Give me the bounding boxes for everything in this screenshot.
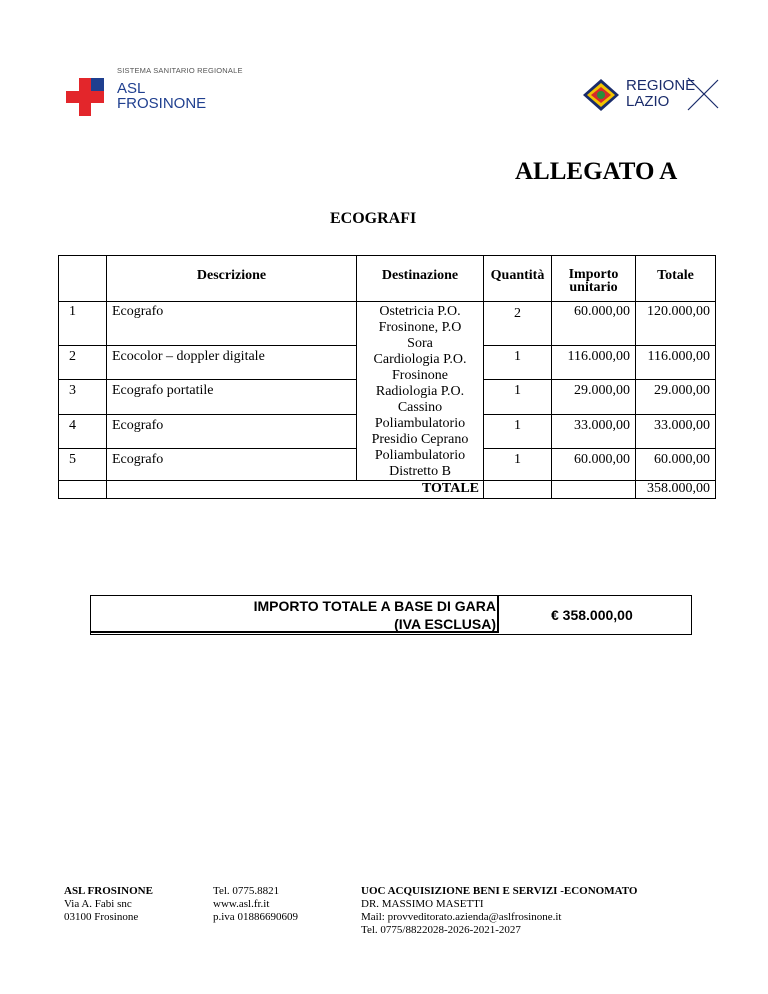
row-number: 3 xyxy=(59,380,107,414)
row-descrizione: Ecocolor – doppler digitale xyxy=(107,346,357,380)
asl-logo-line2: FROSINONE xyxy=(117,95,207,112)
regione-lazio-emblem xyxy=(582,78,620,112)
destinazione-line: Ostetricia P.O. xyxy=(379,304,461,319)
row-importo: 116.000,00 xyxy=(552,346,636,380)
row-descrizione: Ecografo xyxy=(107,448,357,480)
footer-col-asl xyxy=(64,885,153,924)
header-totale: Totale xyxy=(636,256,716,302)
asl-cross-logo xyxy=(66,78,104,116)
footer-piva: p.iva 01886690609 xyxy=(213,911,298,923)
row-importo: 33.000,00 xyxy=(552,414,636,448)
items-table xyxy=(58,255,716,499)
row-quantita: 1 xyxy=(484,346,552,380)
destinazione-line: Poliambulatorio xyxy=(374,448,466,463)
row-number: 5 xyxy=(59,448,107,480)
asl-logo-text xyxy=(117,81,206,111)
footer-address: Via A. Fabi snc xyxy=(64,898,132,910)
footer-col-uoc xyxy=(361,885,637,937)
page-title: ALLEGATO A xyxy=(515,158,678,185)
row-importo: 29.000,00 xyxy=(552,380,636,414)
row-number: 4 xyxy=(59,414,107,448)
destinazione-cell xyxy=(357,302,484,481)
destinazione-line: Cassino xyxy=(397,400,443,415)
lazio-swoosh-icon xyxy=(686,76,720,112)
row-totale: 60.000,00 xyxy=(636,448,716,480)
importo-label-line2: (IVA ESCLUSA) xyxy=(394,616,496,632)
destinazione-line: Presidio Ceprano xyxy=(371,432,469,447)
asl-logo-line1: ASL xyxy=(117,80,146,97)
row-totale: 120.000,00 xyxy=(636,302,716,346)
row-number: 2 xyxy=(59,346,107,380)
header-destinazione: Destinazione xyxy=(357,256,484,302)
total-empty-cell xyxy=(552,481,636,499)
row-importo: 60.000,00 xyxy=(552,302,636,346)
total-empty-cell xyxy=(59,481,107,499)
footer-city: 03100 Frosinone xyxy=(64,911,139,923)
row-quantita: 2 xyxy=(484,302,552,346)
table-row xyxy=(59,302,716,346)
footer-director: DR. MASSIMO MASETTI xyxy=(361,898,484,910)
header-descrizione: Descrizione xyxy=(107,256,357,302)
row-importo: 60.000,00 xyxy=(552,448,636,480)
destinazione-line: Cardiologia P.O. xyxy=(373,352,467,367)
total-empty-cell xyxy=(484,481,552,499)
footer-tel: Tel. 0775.8821 xyxy=(213,885,280,897)
destinazione-line: Distretto B xyxy=(389,464,451,479)
row-descrizione: Ecografo xyxy=(107,302,357,346)
table-header-row xyxy=(59,256,716,302)
destinazione-line: Frosinone xyxy=(392,368,448,383)
footer-col-contacts xyxy=(213,885,298,924)
header-importo xyxy=(552,256,636,302)
row-descrizione: Ecografo portatile xyxy=(107,380,357,414)
destinazione-line: Sora xyxy=(407,336,433,351)
row-descrizione: Ecografo xyxy=(107,414,357,448)
table-total-row xyxy=(59,481,716,499)
row-quantita: 1 xyxy=(484,380,552,414)
total-value: 358.000,00 xyxy=(636,481,716,499)
header-number xyxy=(59,256,107,302)
lazio-line2: LAZIO xyxy=(626,93,670,110)
footer-web: www.asl.fr.it xyxy=(213,898,270,910)
importo-label-line1: IMPORTO TOTALE A BASE DI GARA xyxy=(253,598,496,614)
footer-uoc-tel: Tel. 0775/8822028-2026-2021-2027 xyxy=(361,924,521,936)
row-totale: 29.000,00 xyxy=(636,380,716,414)
row-totale: 33.000,00 xyxy=(636,414,716,448)
footer-unit: UOC ACQUISIZIONE BENI E SERVIZI -ECONOMATO xyxy=(361,885,638,897)
footer-org: ASL FROSINONE xyxy=(64,885,153,897)
header-importo-line1: Importo xyxy=(568,267,619,282)
destinazione-line: Frosinone, P.O xyxy=(378,320,462,335)
regione-lazio-text xyxy=(626,78,695,110)
destinazione-line: Poliambulatorio xyxy=(374,416,466,431)
page-subtitle: ECOGRAFI xyxy=(330,210,417,227)
row-totale: 116.000,00 xyxy=(636,346,716,380)
row-quantita: 1 xyxy=(484,448,552,480)
row-number: 1 xyxy=(59,302,107,346)
destinazione-line: Radiologia P.O. xyxy=(375,384,465,399)
row-quantita: 1 xyxy=(484,414,552,448)
importo-amount: € 358.000,00 xyxy=(551,607,633,623)
asl-system-label: SISTEMA SANITARIO REGIONALE xyxy=(117,66,243,75)
lazio-line1: REGIONE xyxy=(626,77,696,94)
total-label: TOTALE xyxy=(107,481,484,499)
header-quantita: Quantità xyxy=(484,256,552,302)
footer-mail: Mail: provveditorato.azienda@aslfrosinone.it xyxy=(361,911,562,923)
header-importo-line2: unitario xyxy=(569,280,618,295)
